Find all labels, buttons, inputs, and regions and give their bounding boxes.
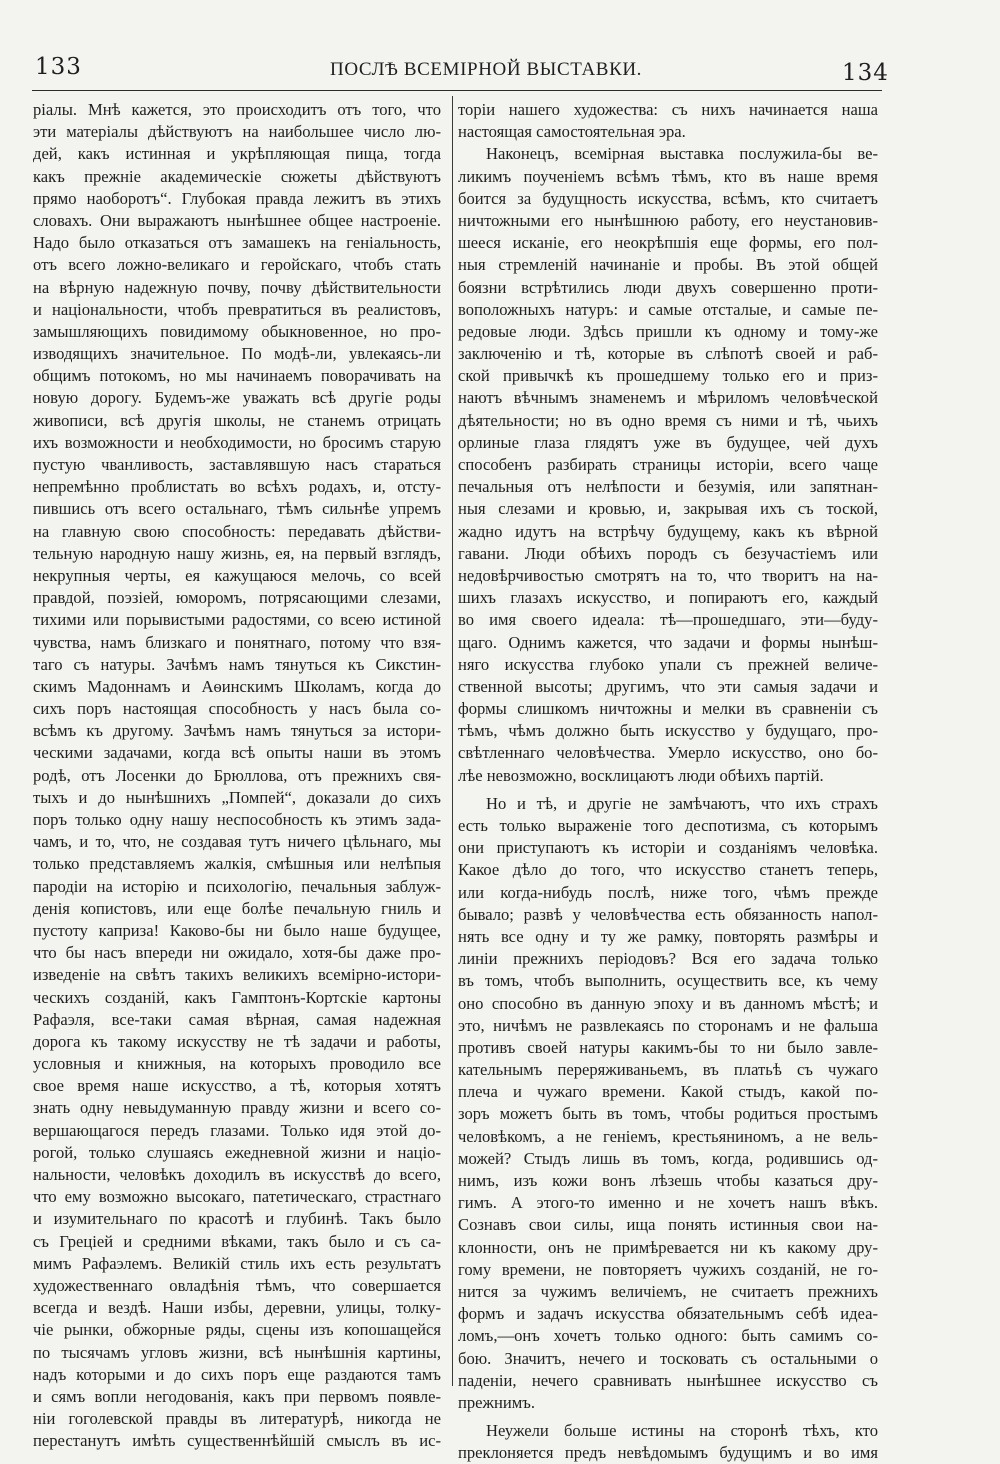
text-line: некрупныя черты, ея кажущаюся мелочь, со всей [33, 565, 441, 585]
text-line: живописи, всѣ другія школы, не станемъ отрицать [33, 410, 441, 430]
text-line: дорога къ такому искусству не тѣ задачи и работы, [33, 1031, 441, 1051]
text-line: надъ которыми и до сихъ поръ еще раздаются тамъ [33, 1364, 441, 1384]
text-line: чіе рынки, обжорные ряды, сцены изъ копошащейся [33, 1320, 441, 1340]
text-line: печальныя отъ нелѣпости и безумія, или запятнан- [458, 477, 878, 497]
text-line: нимъ, изъ кожи вонъ лѣзешь чтобы казаться дру- [458, 1171, 878, 1190]
text-line: ликимъ поученіемъ всѣмъ тѣмъ, кто въ наше время [458, 166, 878, 186]
text-line: во имя своего идеала: тѣ—прошедшаго, эти—буду- [458, 610, 878, 630]
text-line: условныя и книжныя, на которыхъ проводило все [33, 1054, 441, 1074]
text-line: шееся исканіе, его неокрѣпшія еще формы, его пол- [458, 233, 878, 253]
text-line: тельную народную нашу жизнь, ея, на первый взглядъ, [33, 543, 441, 563]
text-line: щаго. Однимъ кажется, что задачи и формы нынѣш- [458, 632, 878, 652]
text-line: и сямъ вопли негодованія, какъ при первомъ появле- [33, 1386, 441, 1406]
text-line: эти матеріалы дѣйствуютъ на наибольшее число лю- [33, 122, 441, 142]
text-line: художественнаго овладѣнія тѣмъ, что совершается [33, 1275, 441, 1295]
text-line: нять все одну и ту же рамку, повторять размѣры и [458, 926, 878, 946]
text-line: ріалы. Мнѣ кажется, это происходитъ отъ того, что [33, 100, 441, 119]
text-line: въ томъ, чтобъ выполнить, осуществить все, къ чему [458, 971, 878, 991]
text-line: ничтожными его нынѣшнюю работу, его неустановив- [458, 210, 878, 230]
text-line: изводящихъ значительное. По модѣ-ли, увлекаясь-ли [33, 344, 441, 364]
text-line: или когда-нибудь послѣ, ниже того, чѣмъ прежде [458, 882, 878, 902]
text-line: мимъ Рафаэлемъ. Великій стиль ихъ есть результатъ [33, 1253, 441, 1273]
text-line: Рафаэля, все-таки самая вѣрная, самая надежная [33, 1009, 441, 1029]
text-line: всѣмъ къ другому. Зачѣмъ намъ тянуться за истори- [33, 721, 441, 741]
text-line: няго искусства глубоко упали съ прежней величе- [458, 654, 878, 674]
text-line: прежнимъ. [458, 1392, 535, 1412]
text-line: пародіи на исторію и психологію, печальныя заблуж- [33, 876, 441, 896]
text-line: Наконецъ, всемірная выставка послужила-бы ве- [486, 144, 878, 164]
text-line: скимъ Мадоннамъ и Аѳинскимъ Школамъ, когда до [33, 676, 441, 696]
text-line: пустоту каприза! Каково-бы ни было наше будущее, [33, 920, 441, 940]
text-line: шихъ глазахъ искусство, и попираютъ его, каждый [458, 588, 878, 608]
text-line: пившись отъ всего остальнаго, тѣмъ сильнѣе упремъ [33, 499, 441, 519]
text-line: Какое дѣло до того, что искусство станетъ теперь, [458, 860, 878, 880]
text-line: общимъ потокомъ, но мы начинаемъ поворачивать на [33, 366, 441, 386]
running-title: ПОСЛѢ ВСЕМІРНОЙ ВЫСТАВКИ. [330, 59, 643, 80]
text-line: ихъ возможности и необходимости, но бросимъ старую [33, 432, 441, 452]
text-line: оно способно въ данную эпоху и въ данномъ мѣстѣ; и [458, 993, 878, 1013]
text-line: ческими задачами, когда всѣ опыты наши въ этомъ [33, 743, 441, 763]
text-line: Надо было отказаться отъ замашекъ на геніальность, [33, 233, 441, 253]
text-line: Сознавъ свои силы, ища понять истинныя свои на- [458, 1215, 878, 1235]
text-line: тихими или порывистыми радостями, со всею истиной [33, 610, 441, 630]
text-line: на главную свою способность: передавать дѣйстви- [33, 521, 441, 541]
text-line: боится за будущность искусства, всѣмъ, кто считаетъ [458, 188, 878, 208]
text-line: Но и тѣ, и другіе не замѣчаютъ, что ихъ страхъ [486, 793, 878, 813]
text-line: есть только выраженіе того деспотизма, съ которымъ [458, 816, 878, 835]
text-line: жадно идутъ на встрѣчу будущему, какъ къ вѣрной [458, 521, 878, 541]
text-line: вершающагося передъ глазами. Только идя этой до- [33, 1120, 441, 1140]
text-line: и національности, чтобъ превратиться въ реалистовъ, [33, 299, 441, 319]
text-line: Неужели больше истины на сторонѣ тѣхъ, кто [486, 1421, 878, 1441]
text-line: что ему возможно высокаго, патетическаго, страстнаго [33, 1187, 441, 1207]
text-line: недовѣрчивостью смотрятъ на то, что творитъ на на- [458, 565, 878, 585]
text-line: свѣтленнаго человѣчества. Умерло искусство, оно бо- [458, 743, 878, 763]
text-line: гому времени, не повторяетъ чужихъ созданій, не го- [458, 1259, 878, 1279]
page-number-right: 134 [842, 60, 889, 86]
header-rule [32, 90, 882, 91]
text-line: правдой, поэзіей, юморомъ, потрясающими слезами, [33, 588, 441, 608]
text-line: орлиные глаза глядятъ уже въ будущее, чей духъ [458, 432, 878, 452]
right-column [458, 99, 878, 1463]
text-line: гавани. Люди обѣихъ породъ съ безучастіемъ или [458, 543, 878, 563]
text-line: формъ и задачъ искусства обязательнымъ себѣ идеа- [458, 1304, 878, 1324]
text-line: преклоняется предъ невѣдомымъ будущимъ и во имя [458, 1443, 878, 1463]
text-line: съ Греціей и средними вѣками, такъ было и съ са- [33, 1231, 441, 1251]
text-line: знать одну невыдуманную правду жизни и всего со- [33, 1098, 441, 1118]
text-line: способенъ разбирать страницы исторіи, всего чаще [458, 455, 878, 474]
text-line: формы слишкомъ ничтожны и мелки въ сравненіи съ [458, 699, 878, 719]
text-line: можей? Стыдъ лишь въ томъ, когда, родившись од- [458, 1148, 878, 1168]
text-line: чамъ, и то, что, не создавая тутъ ничего цѣльнаго, мы [33, 832, 441, 852]
text-line: ломъ,—онъ хочетъ только одного: быть самимъ со- [458, 1326, 878, 1346]
text-line: противъ своей натуры какимъ-бы то ни было завле- [458, 1037, 878, 1057]
text-line: клонности, онъ не примѣревается ни къ какому дру- [458, 1237, 878, 1257]
text-line: перестанутъ имѣть существеннѣйшій смыслъ въ ис- [33, 1431, 441, 1451]
text-line: бывало; развѣ у человѣчества есть обязанность напол- [458, 904, 878, 924]
text-line: по тысячамъ угловъ жизни, всѣ нынѣшнія картины, [33, 1342, 441, 1362]
text-line: какъ прежніе академическіе сюжеты дѣйствуютъ [33, 166, 441, 186]
text-line: таго съ натуры. Зачѣмъ намъ тянуться къ Сикстин- [33, 654, 441, 674]
text-line: что бы насъ впереди ни ожидало, хотя-бы даже про- [33, 943, 441, 963]
text-line: ныя слезами и кровью, и, закрывая ихъ съ тоской, [458, 499, 878, 519]
text-line: непремѣнно проблистать во всѣхъ родахъ, и, отсту- [33, 477, 441, 497]
page-header [0, 52, 1000, 86]
text-line: ныя стремленій начинаніе и пробы. Въ этой общей [458, 255, 878, 275]
column-divider [452, 96, 453, 1386]
text-line: они приступаютъ къ исторіи и созданіямъ человѣка. [458, 838, 878, 858]
text-line: боязни встрѣтились люди двухъ совершенно проти- [458, 277, 878, 297]
text-line: сихъ поръ настоящая способность у насъ была со- [33, 699, 441, 719]
text-line: зоръ можетъ быть въ томъ, чтобы родиться простымъ [458, 1104, 878, 1124]
text-line: тыхъ и до нынѣшнихъ „Помпей“, доказали до сихъ [33, 787, 441, 807]
text-line: отъ всего ложно-великаго и геройскаго, чтобъ стать [33, 255, 441, 275]
text-line: замышляющихъ повидимому обыкновенное, но про- [33, 321, 441, 341]
text-line: гимъ. А этого-то именно и не хочетъ нашъ вѣкъ. [458, 1193, 878, 1213]
left-column [33, 99, 441, 1451]
text-line: заключенію и тѣ, которые въ слѣпотѣ своей и раб- [458, 344, 878, 364]
text-line: родѣ, отъ Лосенки до Брюллова, отъ прежнихъ свя- [33, 765, 441, 785]
text-line: нится за чужимъ величіемъ, не считаетъ прежнихъ [458, 1281, 878, 1301]
text-line: воположныхъ натуръ: и самые отсталые, и самые пе- [458, 299, 878, 319]
text-line: тѣмъ, чѣмъ должно быть искусство у будущаго, про- [458, 721, 878, 741]
text-line: новую дорогу. Будемъ-же уважать всѣ другіе роды [33, 388, 441, 408]
text-line: бою. Значитъ, нечего и тосковать съ остальными о [458, 1348, 878, 1368]
text-line: и изумительнаго по красотѣ и глубинѣ. Такъ было [33, 1209, 441, 1229]
text-line: денія копистовъ, или еще болѣе печальную гниль и [33, 898, 441, 918]
text-line: на вѣрную надежную почву, почву дѣйствительности [33, 277, 441, 297]
text-line: поръ только одну нашу неспособность къ этимъ зада- [33, 810, 441, 829]
text-line: пустую чванливость, заставлявшую насъ стараться [33, 455, 441, 474]
text-line: это, ничѣмъ не развлекаясь по сторонамъ и не фальша [458, 1015, 878, 1035]
text-line: настоящая самостоятельная эра. [458, 122, 686, 142]
text-line: человѣкомъ, а не геніемъ, крестьяниномъ, а не вель- [458, 1126, 878, 1146]
text-line: лѣе невозможно, восклицаютъ люди обѣихъ партій. [458, 765, 824, 785]
text-line: только представляемъ жалкія, смѣшныя или нелѣпыя [33, 854, 441, 874]
text-line: дей, какъ истинная и укрѣпляющая пища, тогда [33, 144, 441, 164]
text-line: чувства, намъ близкаго и понятнаго, потому что взя- [33, 632, 441, 652]
text-line: всегда и вездѣ. Наши избы, деревни, улицы, толку- [33, 1298, 441, 1318]
text-line: кательнымъ переряживаньемъ, въ платьѣ съ чужаго [458, 1060, 878, 1080]
page-number-left: 133 [35, 54, 82, 80]
text-line: ніи гоголевской правды въ литературѣ, никогда не [33, 1409, 441, 1429]
text-line: ской привычкѣ къ прошедшему только его и приз- [458, 366, 878, 386]
text-line: изведеніе на свѣтъ такихъ великихъ всемірно-истори- [33, 965, 441, 985]
text-line: ственной высоты; другимъ, что эти самыя задачи и [458, 676, 878, 696]
text-line: плеча и чужаго времени. Какой стыдъ, какой по- [458, 1082, 878, 1102]
text-line: торіи нашего художества: съ нихъ начинается наша [458, 100, 878, 119]
text-line: нальности, человѣкъ доходилъ въ искусствѣ до всего, [33, 1165, 441, 1184]
text-line: редовые люди. Здѣсь пришли къ одному и тому-же [458, 321, 878, 341]
text-line: прямо наоборотъ“. Глубокая правда лежитъ въ этихъ [33, 188, 441, 208]
text-line: наютъ вѣчнымъ знаменемъ и мѣриломъ человѣческой [458, 388, 878, 408]
text-line: дѣятельности; но въ одно время съ ними и тѣ, чьихъ [458, 410, 878, 430]
text-line: словахъ. Они выражаютъ нынѣшнее общее настроеніе. [33, 210, 441, 230]
text-line: линіи прежнихъ періодовъ? Вся его задача только [458, 949, 878, 969]
text-line: свое время наше искусство, а тѣ, которыя хотятъ [33, 1076, 441, 1096]
text-line: рогой, только слушаясь ежедневной жизни и націо- [33, 1142, 441, 1162]
text-line: ческихъ созданій, какъ Гамптонъ-Кортскіе картоны [33, 987, 441, 1007]
text-line: паденіи, нечего сравнивать нынѣшнее искусство съ [458, 1370, 878, 1390]
